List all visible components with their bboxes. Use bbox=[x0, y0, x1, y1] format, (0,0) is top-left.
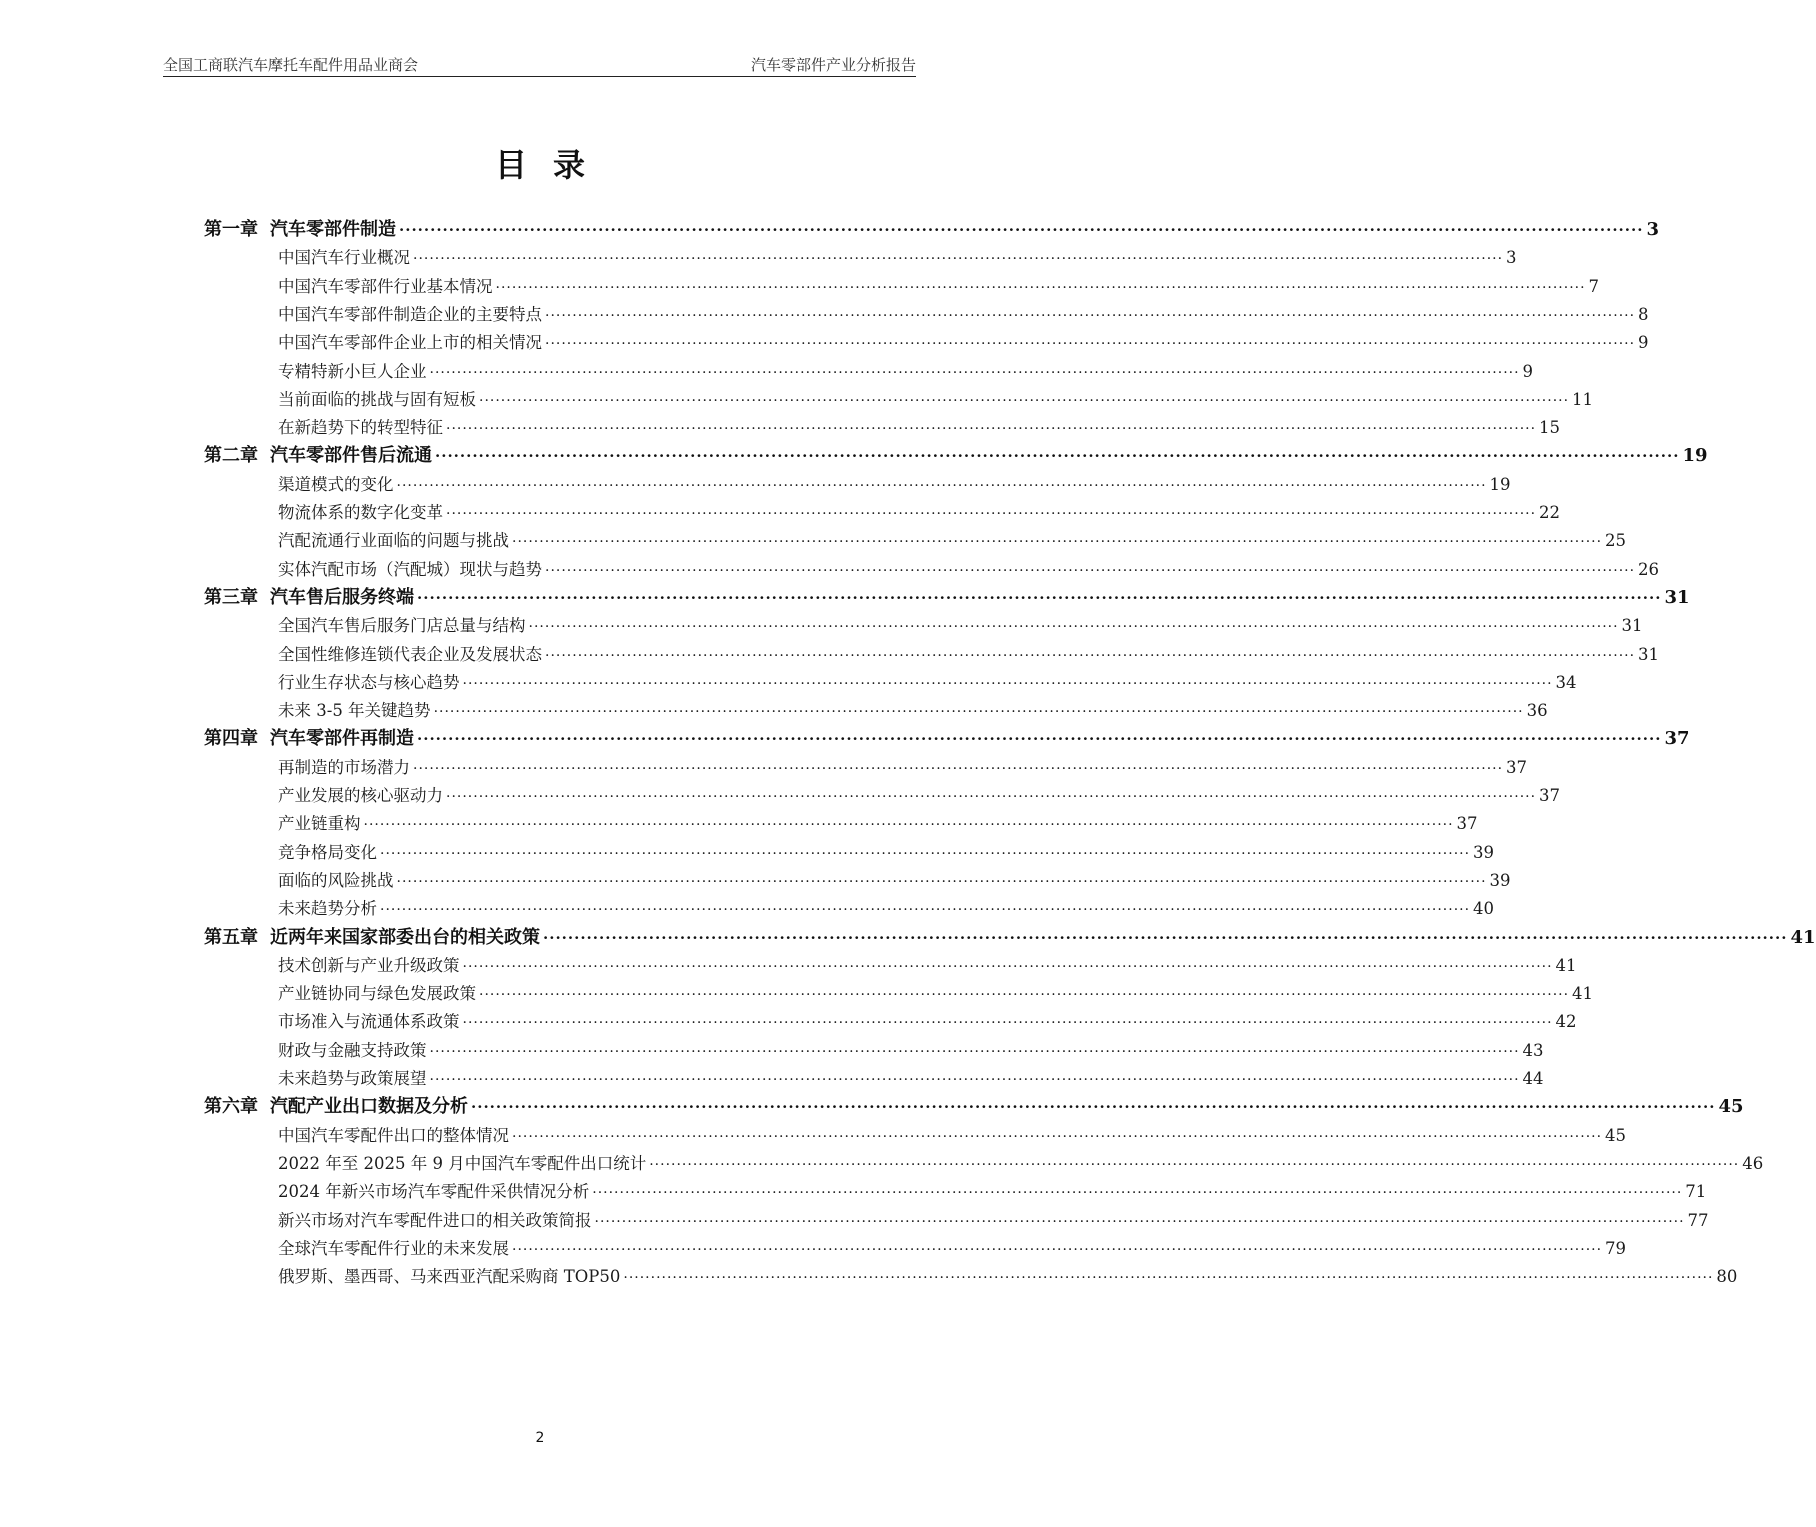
toc-page-number: 7 bbox=[1588, 276, 1600, 296]
toc-section-entry[interactable] bbox=[278, 1207, 1709, 1235]
toc-entry-label: 2022 年至 2025 年 9 月中国汽车零配件出口统计 bbox=[278, 1153, 647, 1173]
dot-leader: ········································································································································································································ bbox=[462, 958, 1553, 975]
dot-leader: ········································································································································································································ bbox=[623, 1270, 1714, 1287]
dot-leader: ········································································································································································································ bbox=[479, 987, 1570, 1004]
toc-entry-label: 产业链重构 bbox=[278, 814, 361, 834]
toc-page-number: 41 bbox=[1555, 955, 1577, 975]
dot-leader: ········································································································································································································ bbox=[429, 364, 1520, 381]
toc-page-number: 37 bbox=[1506, 757, 1528, 777]
chapter-number: 第四章 bbox=[204, 728, 258, 750]
dot-leader: ········································································································································································································ bbox=[462, 1015, 1553, 1032]
dot-leader: ········································································································································································································ bbox=[429, 1072, 1520, 1088]
toc-page-number: 39 bbox=[1473, 842, 1495, 862]
toc-section-entry[interactable] bbox=[278, 386, 1594, 414]
chapter-number: 第六章 bbox=[204, 1096, 258, 1118]
toc-chapter-entry[interactable] bbox=[204, 725, 1690, 753]
toc-page-number: 19 bbox=[1489, 474, 1511, 494]
dot-leader: ········································································································································································································ bbox=[396, 873, 1487, 890]
dot-leader: ········································································································································································································ bbox=[363, 817, 1454, 834]
dot-leader: ········································································································································································································ bbox=[594, 1213, 1685, 1230]
toc-page-number: 42 bbox=[1555, 1012, 1577, 1032]
toc-entry-label: 渠道模式的变化 bbox=[278, 474, 394, 494]
toc-entry-label: 中国汽车零部件企业上市的相关情况 bbox=[278, 333, 542, 353]
toc-section-entry[interactable] bbox=[278, 414, 1561, 442]
toc-entry-label: 实体汽配市场（汽配城）现状与趋势 bbox=[278, 559, 542, 579]
toc-page-number: 26 bbox=[1638, 559, 1660, 579]
dot-leader: ········································································································································································································ bbox=[462, 675, 1553, 692]
toc-section-entry[interactable] bbox=[278, 980, 1594, 1008]
chapter-number: 第三章 bbox=[204, 586, 258, 608]
toc-entry-label: 汽配产业出口数据及分析 bbox=[270, 1096, 468, 1118]
toc-section-entry[interactable] bbox=[278, 895, 1495, 923]
toc-page-number: 37 bbox=[1456, 814, 1478, 834]
toc-page-number: 37 bbox=[1539, 786, 1561, 805]
toc-entry-label: 汽车零部件售后流通 bbox=[270, 445, 432, 467]
dot-leader: ········································································································································································································ bbox=[429, 1043, 1520, 1060]
toc-entry-label: 产业链协同与绿色发展政策 bbox=[278, 984, 476, 1004]
toc-entry-label: 未来 3-5 年关键趋势 bbox=[278, 701, 431, 721]
toc-section-entry[interactable] bbox=[278, 471, 1511, 499]
toc-entry-label: 技术创新与产业升级政策 bbox=[278, 955, 460, 975]
toc-page-number: 36 bbox=[1526, 701, 1548, 721]
page-header bbox=[163, 50, 916, 77]
toc-entry-label: 未来趋势分析 bbox=[278, 899, 377, 919]
toc-chapter-entry[interactable] bbox=[204, 442, 1708, 470]
dot-leader: ········································································································································································································ bbox=[399, 221, 1644, 239]
toc-section-entry[interactable] bbox=[278, 754, 1528, 782]
dot-leader: ········································································································································································································ bbox=[592, 1185, 1683, 1202]
toc-page-number: 40 bbox=[1473, 899, 1495, 919]
toc-entry-label: 再制造的市场潜力 bbox=[278, 757, 410, 777]
toc-entry-label: 专精特新小巨人企业 bbox=[278, 361, 427, 381]
dot-leader: ········································································································································································································ bbox=[545, 336, 1636, 353]
toc-section-entry[interactable] bbox=[278, 1008, 1577, 1036]
toc-section-entry[interactable] bbox=[278, 244, 1517, 272]
toc-page-number: 9 bbox=[1638, 333, 1649, 353]
toc-section-entry[interactable] bbox=[278, 358, 1534, 386]
toc-entry-label: 中国汽车零配件出口的整体情况 bbox=[278, 1125, 509, 1145]
dot-leader: ········································································································································································································ bbox=[545, 647, 1636, 664]
dot-leader: ········································································································································································································ bbox=[471, 1098, 1716, 1117]
toc-entry-label: 未来趋势与政策展望 bbox=[278, 1069, 427, 1088]
toc-chapter-entry[interactable] bbox=[204, 216, 1659, 244]
dot-leader: ········································································································································································································ bbox=[512, 1128, 1603, 1145]
toc-entry-label: 全球汽车零配件行业的未来发展 bbox=[278, 1238, 509, 1258]
toc-page-number: 34 bbox=[1555, 672, 1577, 692]
header-organization: 全国工商联汽车摩托车配件用品业商会 bbox=[163, 56, 419, 74]
dot-leader: ········································································································································································································ bbox=[446, 506, 1537, 522]
dot-leader: ········································································································································································································ bbox=[413, 760, 1504, 777]
toc-page-number: 41 bbox=[1790, 926, 1816, 948]
toc-entry-label: 行业生存状态与核心趋势 bbox=[278, 672, 460, 692]
toc-section-entry[interactable] bbox=[278, 301, 1649, 329]
toc-section-entry[interactable] bbox=[278, 556, 1660, 584]
toc-section-entry[interactable] bbox=[278, 1037, 1544, 1065]
dot-leader: ········································································································································································································ bbox=[649, 1156, 1740, 1173]
dot-leader: ········································································································································································································ bbox=[512, 1241, 1603, 1258]
toc-section-entry[interactable] bbox=[278, 952, 1577, 980]
toc-entry-label: 汽车零部件制造 bbox=[270, 219, 396, 240]
toc-page-number: 3 bbox=[1506, 248, 1517, 268]
toc-section-entry[interactable] bbox=[278, 1122, 1627, 1150]
toc-section-entry[interactable] bbox=[278, 697, 1548, 725]
toc-page-number: 41 bbox=[1572, 984, 1594, 1004]
toc-page-number: 46 bbox=[1742, 1153, 1764, 1173]
toc-page-number: 3 bbox=[1646, 219, 1659, 240]
dot-leader: ········································································································································································································ bbox=[446, 421, 1537, 438]
toc-section-entry[interactable] bbox=[278, 641, 1660, 669]
dot-leader: ········································································································································································································ bbox=[433, 704, 1524, 721]
toc-page-number: 31 bbox=[1664, 586, 1690, 608]
toc-section-entry[interactable] bbox=[278, 527, 1627, 555]
toc-page-number: 11 bbox=[1572, 389, 1594, 409]
toc-section-entry[interactable] bbox=[278, 1235, 1627, 1263]
chapter-number: 第一章 bbox=[204, 219, 258, 240]
toc-entry-label: 汽车零部件再制造 bbox=[270, 728, 414, 750]
toc-entry-label: 新兴市场对汽车零配件进口的相关政策简报 bbox=[278, 1210, 592, 1230]
toc-entry-label: 俄罗斯、墨西哥、马来西亚汽配采购商 TOP50 bbox=[278, 1267, 621, 1287]
toc-page-number: 71 bbox=[1685, 1182, 1707, 1202]
toc-entry-label: 市场准入与流通体系政策 bbox=[278, 1012, 460, 1032]
toc-entry-label: 2024 年新兴市场汽车零配件采供情况分析 bbox=[278, 1182, 590, 1202]
toc-section-entry[interactable] bbox=[278, 867, 1511, 895]
dot-leader: ········································································································································································································ bbox=[380, 902, 1471, 919]
toc-section-entry[interactable] bbox=[278, 1065, 1544, 1093]
toc-entry-label: 竞争格局变化 bbox=[278, 842, 377, 862]
dot-leader: ········································································································································································································ bbox=[417, 588, 1662, 607]
toc-section-entry[interactable] bbox=[278, 329, 1649, 357]
page-number: 2 bbox=[535, 1430, 545, 1446]
toc-page-number: 39 bbox=[1489, 870, 1511, 890]
toc-entry-label: 全国汽车售后服务门店总量与结构 bbox=[278, 616, 526, 636]
dot-leader: ········································································································································································································ bbox=[512, 534, 1603, 551]
toc-section-entry[interactable] bbox=[278, 1178, 1707, 1206]
toc-entry-label: 汽配流通行业面临的问题与挑战 bbox=[278, 531, 509, 551]
dot-leader: ········································································································································································································ bbox=[435, 447, 1680, 466]
chapter-number: 第二章 bbox=[204, 445, 258, 467]
toc-page-number: 45 bbox=[1605, 1125, 1627, 1145]
toc-entry-label: 面临的风险挑战 bbox=[278, 870, 394, 890]
dot-leader: ········································································································································································································ bbox=[495, 279, 1586, 296]
toc-page-number: 44 bbox=[1522, 1069, 1544, 1088]
toc-entry-label: 中国汽车零部件行业基本情况 bbox=[278, 276, 493, 296]
toc-section-entry[interactable] bbox=[278, 669, 1577, 697]
toc-page-number: 79 bbox=[1605, 1238, 1627, 1258]
toc-page-number: 8 bbox=[1638, 304, 1649, 324]
chapter-number: 第五章 bbox=[204, 926, 258, 948]
toc-section-entry[interactable] bbox=[278, 1263, 1738, 1291]
toc-page-number: 80 bbox=[1716, 1267, 1738, 1287]
dot-leader: ········································································································································································································ bbox=[545, 562, 1636, 579]
dot-leader: ········································································································································································································ bbox=[413, 251, 1504, 268]
header-report-title: 汽车零部件产业分析报告 bbox=[750, 56, 916, 74]
toc-chapter-entry[interactable] bbox=[204, 1093, 1744, 1121]
dot-leader: ········································································································································································································ bbox=[396, 477, 1487, 494]
toc-section-entry[interactable] bbox=[278, 273, 1600, 301]
toc-page-number: 77 bbox=[1687, 1210, 1709, 1230]
toc-page-number: 45 bbox=[1718, 1096, 1744, 1118]
toc-entry-label: 中国汽车行业概况 bbox=[278, 248, 410, 268]
toc-section-entry[interactable] bbox=[278, 1150, 1764, 1178]
toc-section-entry[interactable] bbox=[278, 810, 1478, 838]
dot-leader: ········································································································································································································ bbox=[528, 619, 1619, 636]
toc-page-number: 25 bbox=[1605, 531, 1627, 551]
toc-page-number: 15 bbox=[1539, 418, 1561, 438]
toc-page-number: 19 bbox=[1682, 445, 1708, 467]
toc-chapter-entry[interactable] bbox=[204, 584, 1690, 612]
dot-leader: ········································································································································································································ bbox=[417, 730, 1662, 749]
toc-section-entry[interactable] bbox=[278, 612, 1643, 640]
toc-entry-label: 当前面临的挑战与固有短板 bbox=[278, 389, 476, 409]
toc-page-number: 31 bbox=[1638, 644, 1660, 664]
dot-leader: ········································································································································································································ bbox=[543, 928, 1788, 947]
toc-entry-label: 中国汽车零部件制造企业的主要特点 bbox=[278, 304, 542, 324]
toc-chapter-entry[interactable] bbox=[204, 924, 1816, 952]
dot-leader: ········································································································································································································ bbox=[446, 789, 1537, 805]
dot-leader: ········································································································································································································ bbox=[380, 845, 1471, 862]
toc-page-number: 37 bbox=[1664, 728, 1690, 750]
toc-page-number: 43 bbox=[1522, 1040, 1544, 1060]
toc-page-number: 31 bbox=[1621, 616, 1643, 636]
toc-entry-label: 在新趋势下的转型特征 bbox=[278, 418, 443, 438]
toc-section-entry[interactable] bbox=[278, 499, 1561, 527]
dot-leader: ········································································································································································································ bbox=[479, 392, 1570, 409]
toc-entry-label: 近两年来国家部委出台的相关政策 bbox=[270, 926, 540, 948]
toc-entry-label: 财政与金融支持政策 bbox=[278, 1040, 427, 1060]
toc-title: 目录 bbox=[494, 146, 611, 184]
dot-leader: ········································································································································································································ bbox=[545, 307, 1636, 324]
toc-section-entry[interactable] bbox=[278, 782, 1561, 810]
toc-page-number: 9 bbox=[1522, 361, 1534, 381]
toc-entry-label: 产业发展的核心驱动力 bbox=[278, 786, 443, 805]
toc-section-entry[interactable] bbox=[278, 839, 1495, 867]
toc-entry-label: 物流体系的数字化变革 bbox=[278, 503, 443, 522]
toc-entry-label: 汽车售后服务终端 bbox=[270, 586, 414, 608]
toc-entry-label: 全国性维修连锁代表企业及发展状态 bbox=[278, 644, 542, 664]
toc-page-number: 22 bbox=[1539, 503, 1561, 522]
